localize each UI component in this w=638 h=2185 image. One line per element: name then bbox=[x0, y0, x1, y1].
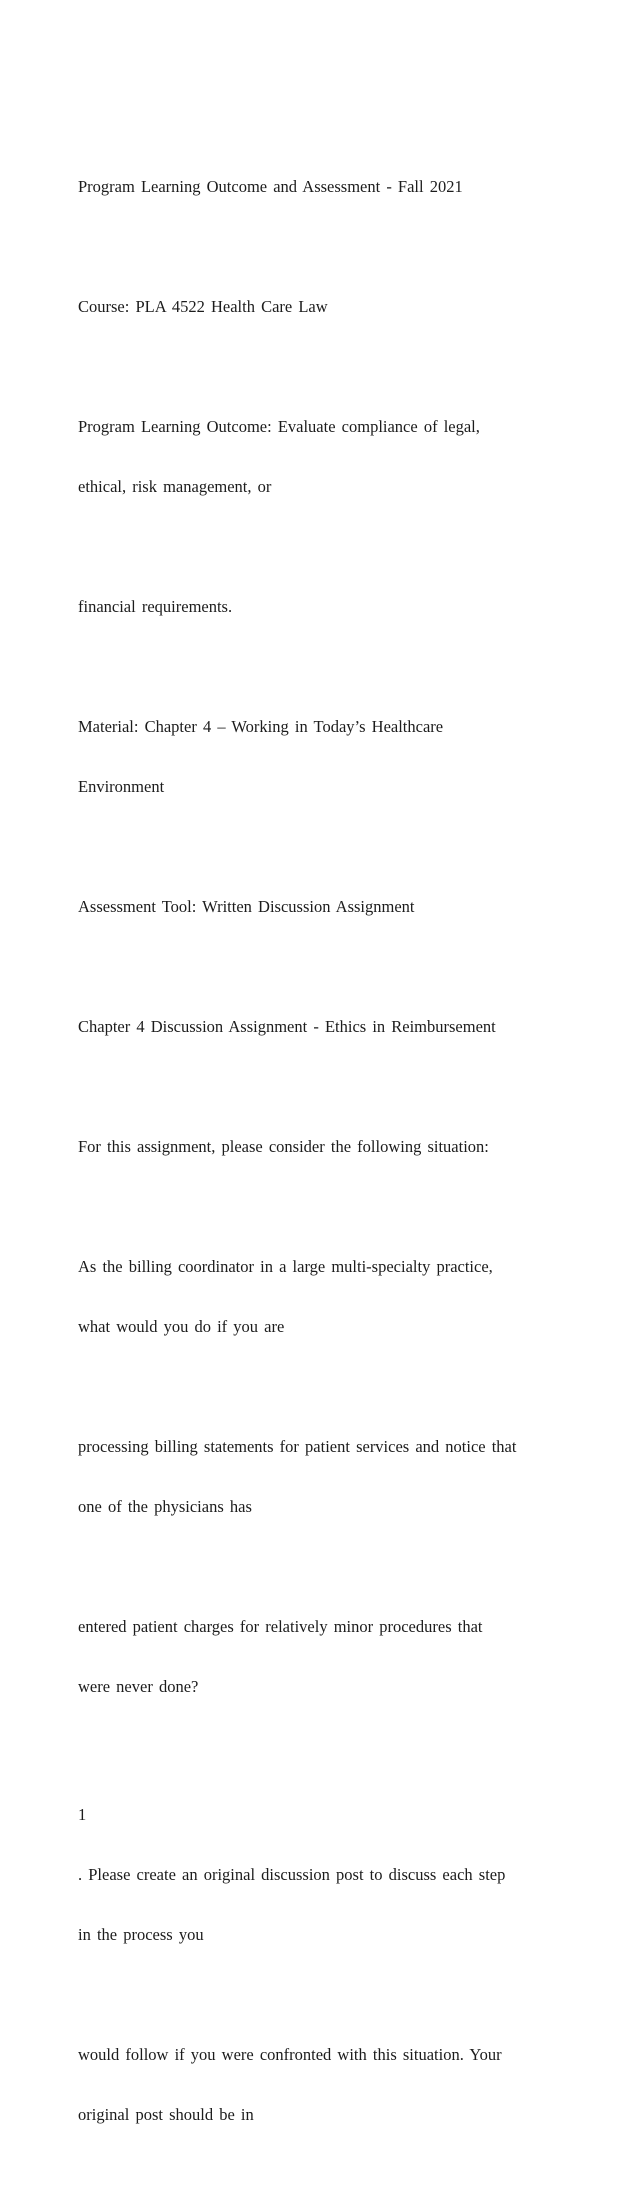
text-line: what would you do if you are bbox=[78, 1317, 285, 1336]
instruction-1-continued bbox=[78, 2005, 598, 2165]
assignment-intro bbox=[78, 1097, 598, 1197]
text-line: As the billing coordinator in a large multi-specialty practice, bbox=[78, 1257, 493, 1276]
text-line: would follow if you were confronted with this situation. Your bbox=[78, 2045, 502, 2064]
text-line: Program Learning Outcome: Evaluate compliance of legal, bbox=[78, 417, 480, 436]
text-line: Assessment Tool: Written Discussion Assignment bbox=[78, 897, 415, 916]
course-line bbox=[78, 257, 598, 357]
scenario-paragraph-2 bbox=[78, 1397, 598, 1557]
scenario-paragraph-1 bbox=[78, 1217, 598, 1377]
text-line: were never done? bbox=[78, 1677, 199, 1696]
text-line: one of the physicians has bbox=[78, 1497, 252, 1516]
text-line: in the process you bbox=[78, 1925, 204, 1944]
text-line: financial requirements. bbox=[78, 597, 233, 616]
heading-program-learning-outcome-assessment bbox=[78, 137, 598, 237]
program-learning-outcome bbox=[78, 377, 598, 537]
text-line: ethical, risk management, or bbox=[78, 477, 272, 496]
program-learning-outcome-continued bbox=[78, 557, 598, 657]
text-line: Material: Chapter 4 – Working in Today’s Healthcare bbox=[78, 717, 444, 736]
text-line: . Please create an original discussion post to discuss each step bbox=[78, 1865, 506, 1884]
scenario-paragraph-3 bbox=[78, 1577, 598, 1737]
material-line bbox=[78, 677, 598, 837]
list-number: 1 bbox=[78, 1805, 87, 1824]
text-line: Course: PLA 4522 Health Care Law bbox=[78, 297, 328, 316]
assessment-tool-line bbox=[78, 857, 598, 957]
text-line: Chapter 4 Discussion Assignment - Ethics in Reimbursement bbox=[78, 1017, 496, 1036]
text-line: For this assignment, please consider the following situation: bbox=[78, 1137, 489, 1156]
chapter-assignment-title bbox=[78, 977, 598, 1077]
text-line: Program Learning Outcome and Assessment - Fall 2021 bbox=[78, 177, 463, 196]
document-body bbox=[78, 137, 598, 2185]
text-line: Environment bbox=[78, 777, 165, 796]
text-line: entered patient charges for relatively minor procedures that bbox=[78, 1617, 483, 1636]
instruction-1 bbox=[78, 1765, 598, 1985]
text-line: processing billing statements for patient services and notice that bbox=[78, 1437, 517, 1456]
text-line: original post should be in bbox=[78, 2105, 254, 2124]
